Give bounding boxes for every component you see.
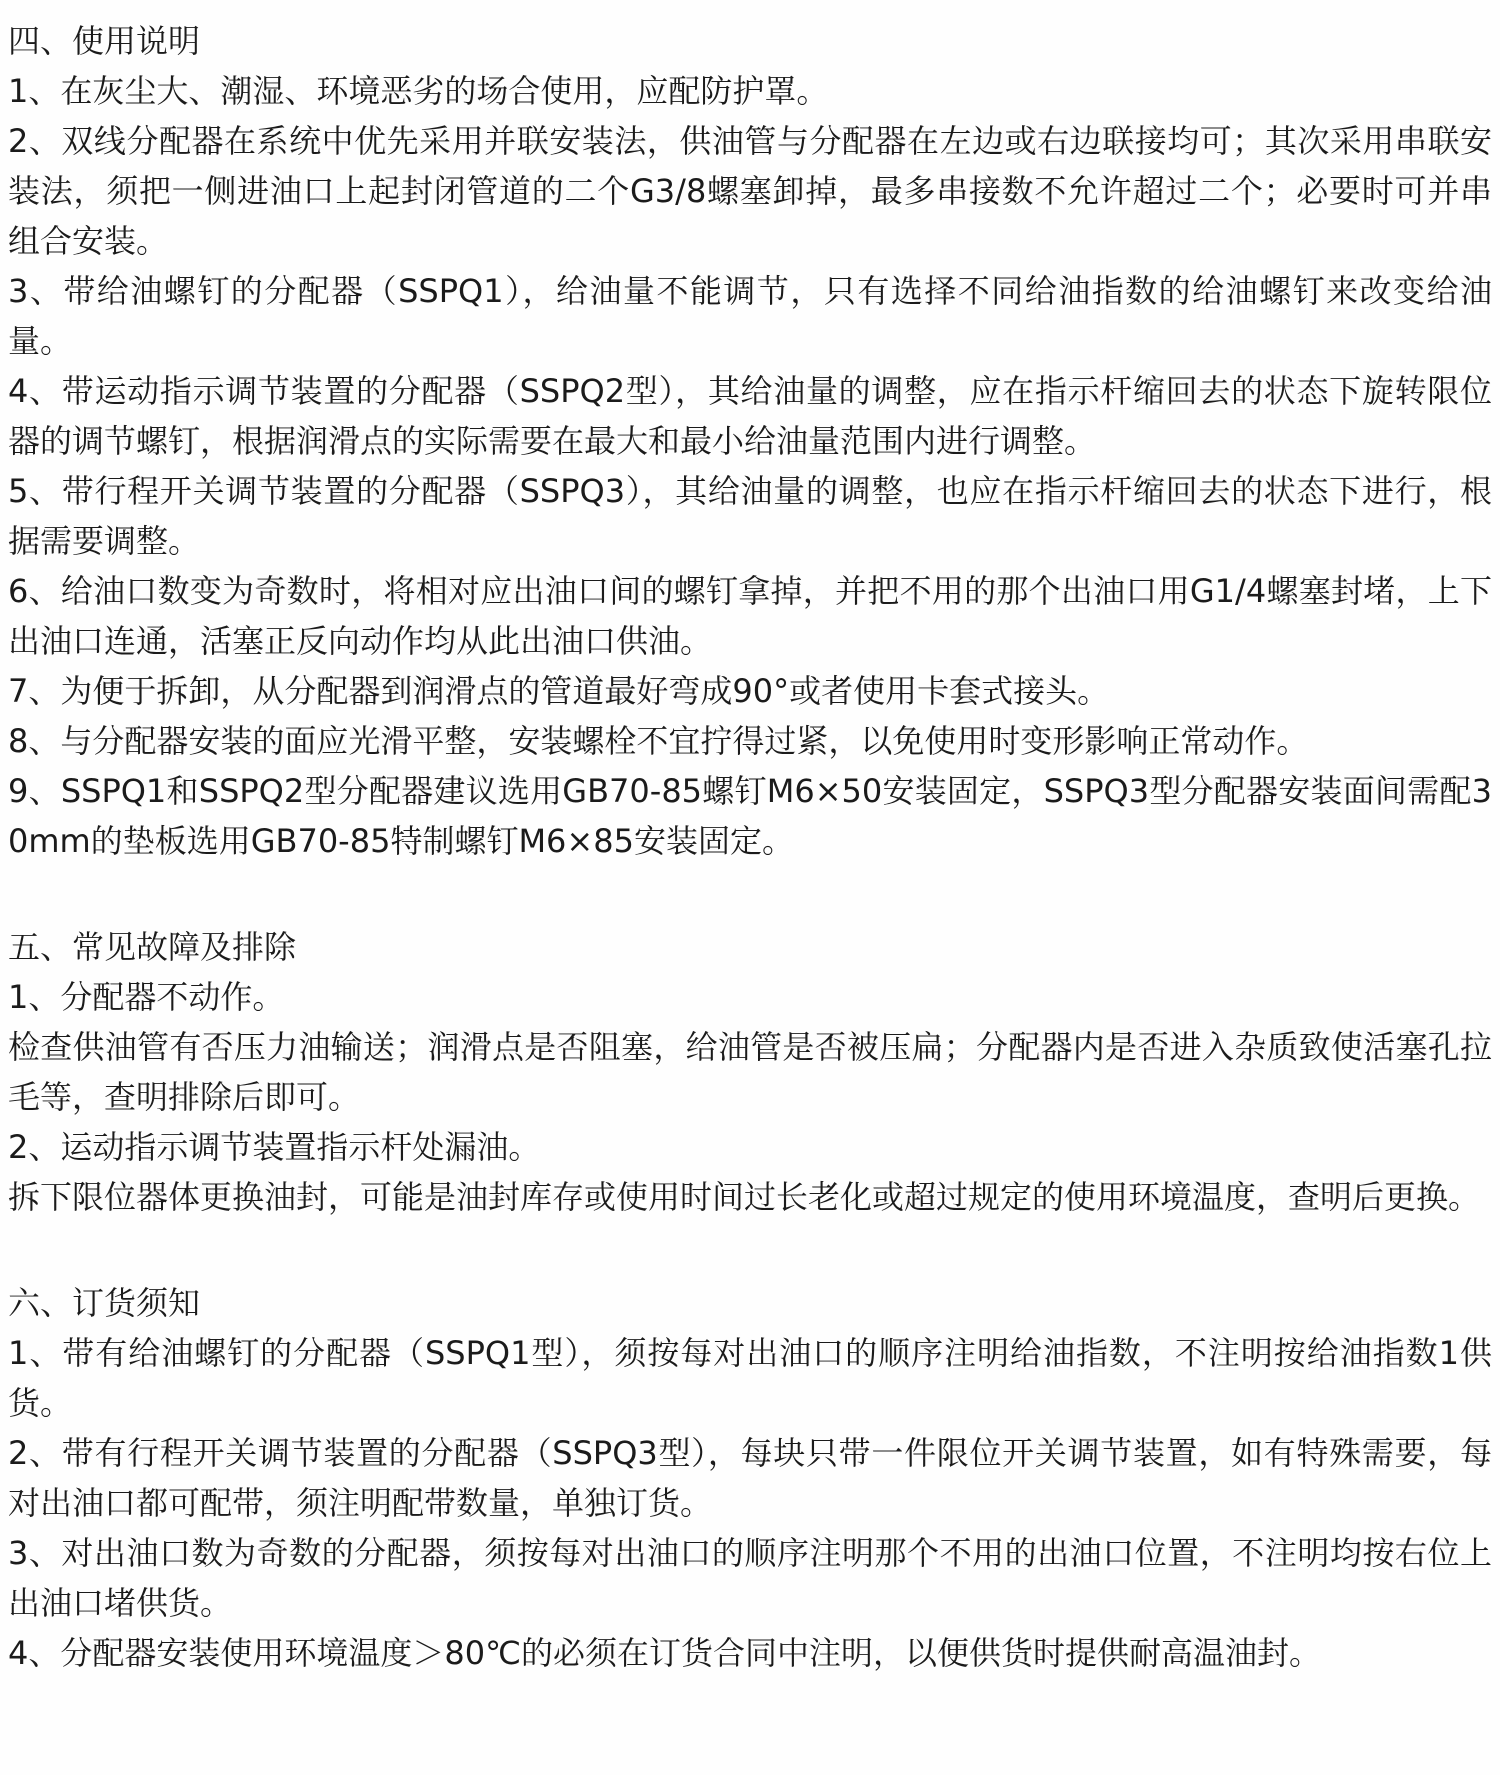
usage-item-6: 6、给油口数变为奇数时，将相对应出油口间的螺钉拿掉，并把不用的那个出油口用G1/4螺塞封堵，上下出油口连通，活塞正反向动作均从此出油口供油。 [8, 572, 1492, 660]
section-common-faults [8, 922, 1492, 1222]
ordering-item-4: 4、分配器安装使用环境温度＞80℃的必须在订货合同中注明，以便供货时提供耐高温油封。 [8, 1634, 1322, 1672]
usage-item-7: 7、为便于拆卸，从分配器到润滑点的管道最好弯成90°或者使用卡套式接头。 [8, 672, 1110, 710]
section-ordering-notes [8, 1278, 1492, 1678]
fault-remedy-2: 拆下限位器体更换油封，可能是油封库存或使用时间过长老化或超过规定的使用环境温度，查明后更换。 [8, 1178, 1481, 1216]
usage-item-2: 2、双线分配器在系统中优先采用并联安装法，供油管与分配器在左边或右边联接均可；其次采用串联安装法，须把一侧进油口上起封闭管道的二个G3/8螺塞卸掉，最多串接数不允许超过二个；必要时可并串组合安装。 [8, 122, 1492, 260]
section-usage-instructions [8, 16, 1492, 866]
usage-item-9: 9、SSPQ1和SSPQ2型分配器建议选用GB70-85螺钉M6×50安装固定，SSPQ3型分配器安装面间需配30mm的垫板选用GB70-85特制螺钉M6×85安装固定。 [8, 772, 1492, 860]
usage-item-4: 4、带运动指示调节装置的分配器（SSPQ2型），其给油量的调整，应在指示杆缩回去的状态下旋转限位器的调节螺钉，根据润滑点的实际需要在最大和最小给油量范围内进行调整。 [8, 372, 1492, 460]
usage-item-8: 8、与分配器安装的面应光滑平整，安装螺栓不宜拧得过紧，以免使用时变形影响正常动作。 [8, 722, 1309, 760]
section-heading-usage: 四、使用说明 [8, 22, 201, 60]
fault-item-2: 2、运动指示调节装置指示杆处漏油。 [8, 1128, 541, 1166]
usage-item-3: 3、带给油螺钉的分配器（SSPQ1），给油量不能调节，只有选择不同给油指数的给油螺钉来改变给油量。 [8, 272, 1492, 360]
section-heading-faults: 五、常见故障及排除 [8, 928, 297, 966]
fault-item-1: 1、分配器不动作。 [8, 978, 285, 1016]
ordering-item-3: 3、对出油口数为奇数的分配器，须按每对出油口的顺序注明那个不用的出油口位置，不注明均按右位上出油口堵供货。 [8, 1534, 1492, 1622]
fault-remedy-1: 检查供油管有否压力油输送；润滑点是否阻塞，给油管是否被压扁；分配器内是否进入杂质致使活塞孔拉毛等，查明排除后即可。 [8, 1028, 1492, 1116]
ordering-item-2: 2、带有行程开关调节装置的分配器（SSPQ3型），每块只带一件限位开关调节装置，如有特殊需要，每对出油口都可配带，须注明配带数量，单独订货。 [8, 1434, 1492, 1522]
section-heading-ordering: 六、订货须知 [8, 1284, 201, 1322]
ordering-item-1: 1、带有给油螺钉的分配器（SSPQ1型），须按每对出油口的顺序注明给油指数，不注明按给油指数1供货。 [8, 1334, 1492, 1422]
usage-item-5: 5、带行程开关调节装置的分配器（SSPQ3），其给油量的调整，也应在指示杆缩回去的状态下进行，根据需要调整。 [8, 472, 1492, 560]
usage-item-1: 1、在灰尘大、潮湿、环境恶劣的场合使用，应配防护罩。 [8, 72, 829, 110]
